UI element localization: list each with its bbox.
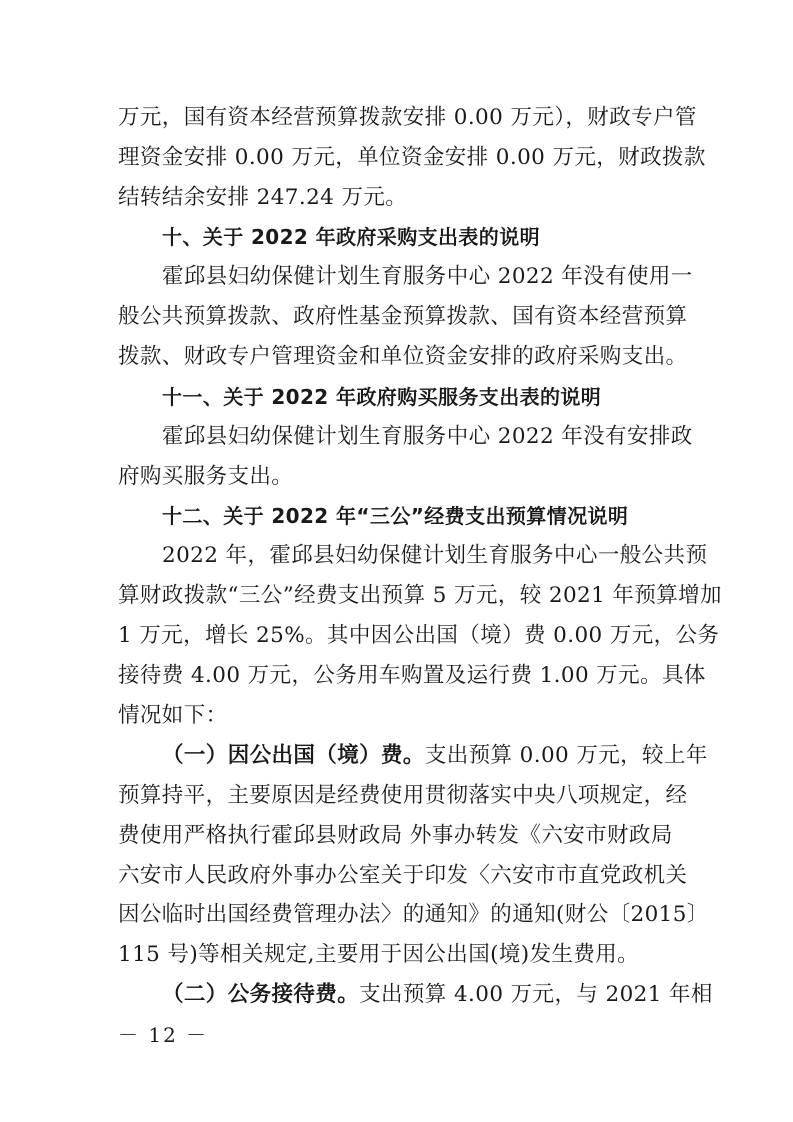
paragraph-line: 接待费 4.00 万元，公务用车购置及运行费 1.00 万元。具体 [118,663,706,688]
paragraph-line [162,741,708,771]
section-heading-12: 十二、关于 2022 年“三公”经费支出预算情况说明 [162,504,629,528]
paragraph-line [162,980,713,1010]
paragraph-line: 因公临时出国经费管理办法〉的通知》的通知(财公〔2015〕 [118,902,709,927]
paragraph-line: 府购买服务支出。 [118,464,294,489]
paragraph-text: 支出预算 4.00 万元，与 2021 年相 [359,982,713,1007]
paragraph-line: 费使用严格执行霍邱县财政局 外事办转发《六安市财政局 [118,823,673,848]
paragraph-line: 般公共预算拨款、政府性基金预算拨款、国有资本经营预算 [118,304,688,329]
page-number: － 12 － [118,1023,209,1047]
paragraph-line: 万元，国有资本经营预算拨款安排 0.00 万元），财政专户管 [118,105,697,130]
paragraph-line: 算财政拨款“三公”经费支出预算 5 万元，较 2021 年预算增加 [118,583,722,608]
section-heading-11: 十一、关于 2022 年政府购买服务支出表的说明 [162,385,602,409]
paragraph-line: 拨款、财政专户管理资金和单位资金安排的政府采购支出。 [118,344,688,369]
paragraph-line: 结转结余安排 247.24 万元。 [118,185,408,210]
paragraph-line: 115 号)等相关规定,主要用于因公出国(境)发生费用。 [118,942,640,967]
paragraph-text: 支出预算 0.00 万元，较上年 [424,743,708,768]
paragraph-line: 1 万元，增长 25%。其中因公出国（境）费 0.00 万元，公务 [118,623,720,648]
subsection-title: （二）公务接待费。 [162,982,360,1007]
paragraph-line: 2022 年，霍邱县妇幼保健计划生育服务中心一般公共预 [162,543,708,568]
paragraph-line: 霍邱县妇幼保健计划生育服务中心 2022 年没有使用一 [162,264,693,289]
subsection-title: （一）因公出国（境）费。 [162,743,425,768]
paragraph-line: 六安市人民政府外事办公室关于印发〈六安市市直党政机关 [118,863,688,888]
paragraph-line: 理资金安排 0.00 万元，单位资金安排 0.00 万元，财政拨款 [118,145,706,170]
paragraph-line: 情况如下： [118,703,228,728]
section-heading-10: 十、关于 2022 年政府采购支出表的说明 [162,225,540,249]
paragraph-line: 预算持平，主要原因是经费使用贯彻落实中央八项规定，经 [118,783,688,808]
paragraph-line: 霍邱县妇幼保健计划生育服务中心 2022 年没有安排政 [162,424,693,449]
